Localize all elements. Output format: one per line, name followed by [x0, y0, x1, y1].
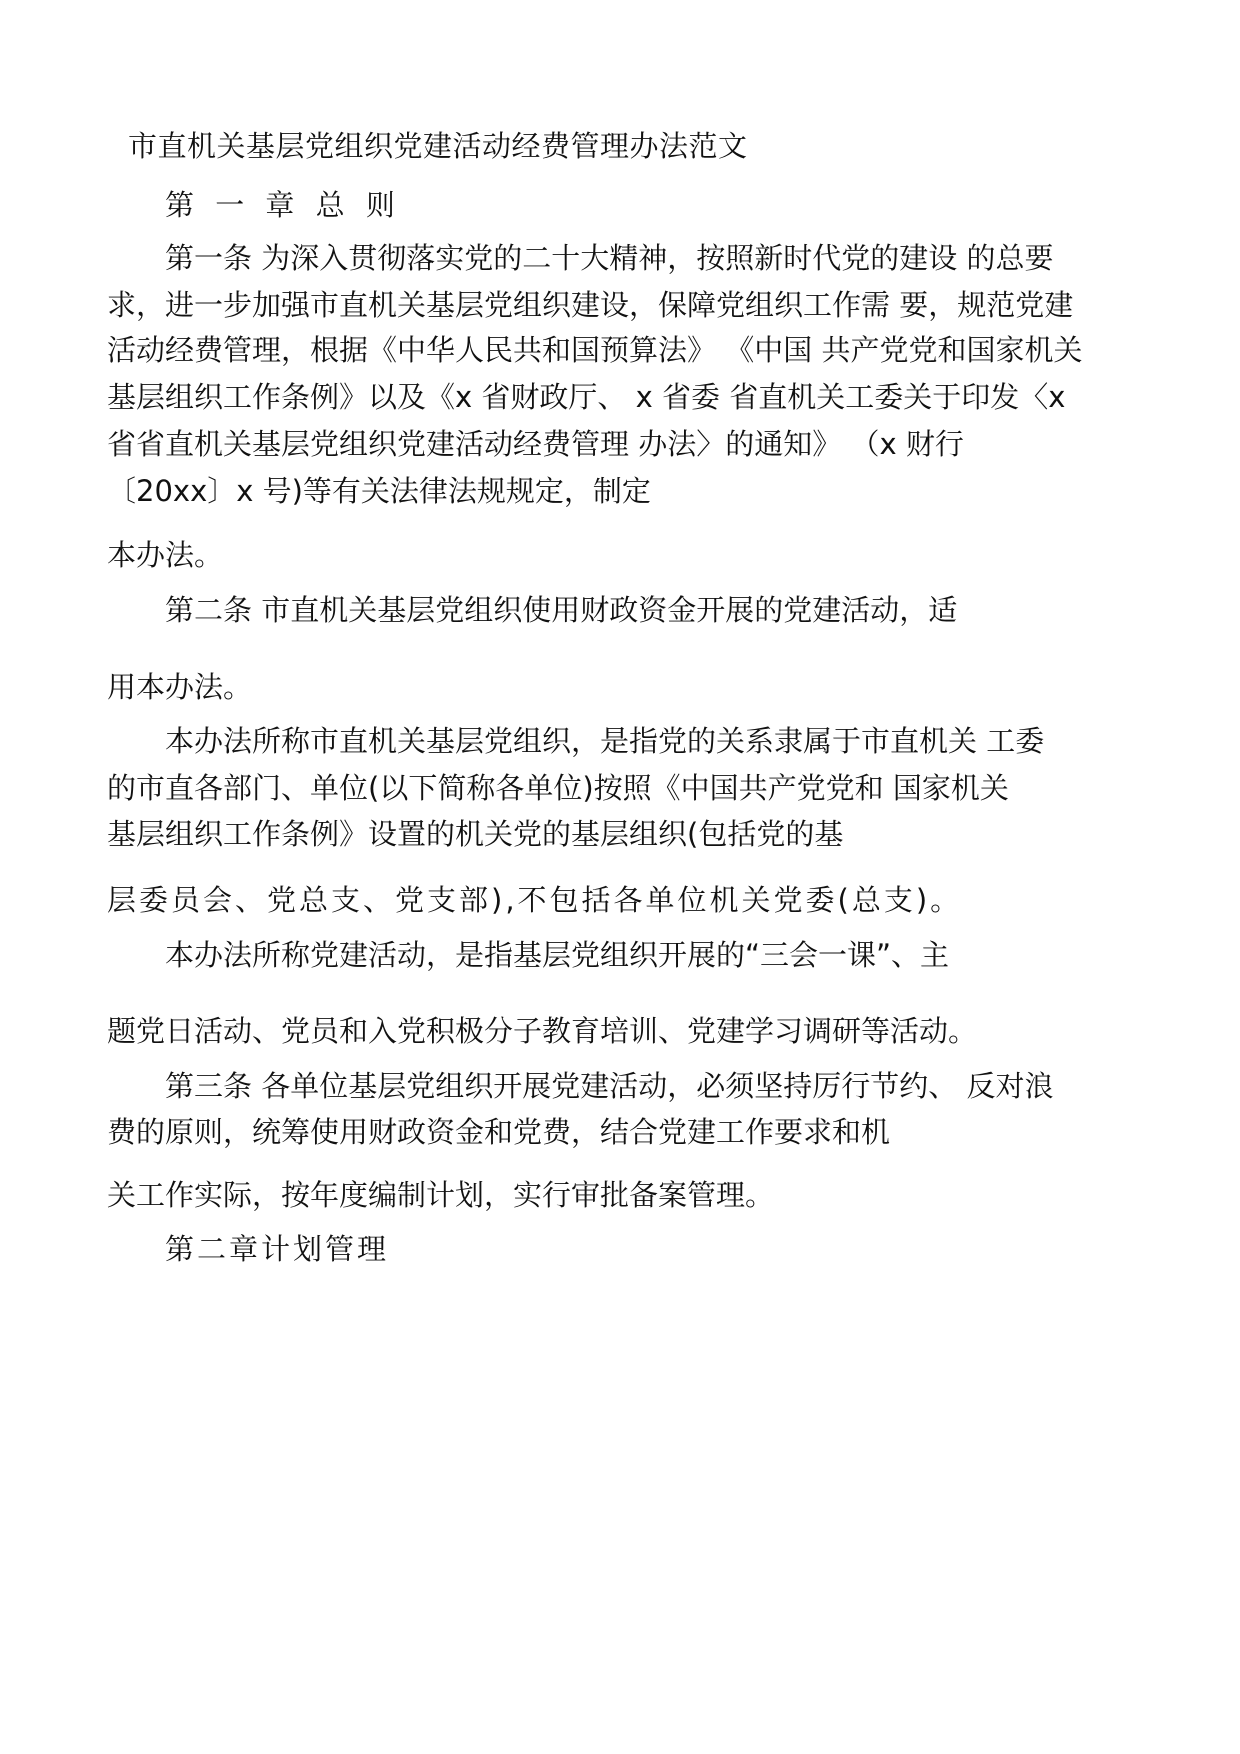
article-2-line-2: 用本办法。 — [107, 670, 253, 704]
article-1-line-7: 本办法。 — [107, 538, 224, 572]
article-1-line-6: 〔20xx〕x 号)等有关法律法规规定，制定 — [107, 474, 651, 508]
article-1-line-3: 活动经费管理，根据《中华人民共和国预算法》 《中国 共产党党和国家机关 — [107, 333, 1083, 367]
article-3-line-1: 第三条 各单位基层党组织开展党建活动，必须坚持厉行节约、 反对浪 — [165, 1069, 1054, 1103]
activity-definition-line-1: 本办法所称党建活动，是指基层党组织开展的“三会一课”、主 — [165, 938, 950, 972]
org-definition-line-1: 本办法所称市直机关基层党组织，是指党的关系隶属于市直机关 工委 — [165, 724, 1045, 758]
article-1-line-2: 求，进一步加强市直机关基层党组织建设，保障党组织工作需 要，规范党建 — [107, 288, 1074, 322]
article-2-line-1: 第二条 市直机关基层党组织使用财政资金开展的党建活动，适 — [165, 593, 958, 627]
org-definition-line-3: 基层组织工作条例》设置的机关党的基层组织(包括党的基 — [107, 817, 844, 851]
org-definition-line-4: 层委员会、党总支、党支部),不包括各单位机关党委(总支)。 — [107, 883, 963, 917]
activity-definition-line-2: 题党日活动、党员和入党积极分子教育培训、党建学习调研等活动。 — [107, 1014, 978, 1048]
article-3-line-3: 关工作实际，按年度编制计划，实行审批备案管理。 — [107, 1178, 775, 1212]
chapter-2-heading: 第二章计划管理 — [165, 1232, 390, 1266]
article-3-line-2: 费的原则，统筹使用财政资金和党费，结合党建工作要求和机 — [107, 1115, 891, 1149]
article-1-line-5: 省省直机关基层党组织党建活动经费管理 办法〉的通知》 （x 财行 — [107, 427, 964, 461]
org-definition-line-2: 的市直各部门、单位(以下简称各单位)按照《中国共产党党和 国家机关 — [107, 771, 1009, 805]
article-1-line-4: 基层组织工作条例》以及《x 省财政厅、 x 省委 省直机关工委关于印发〈x — [107, 380, 1066, 414]
article-1-line-1: 第一条 为深入贯彻落实党的二十大精神，按照新时代党的建设 的总要 — [165, 241, 1054, 275]
document-title: 市直机关基层党组织党建活动经费管理办法范文 — [128, 129, 748, 163]
chapter-1-heading: 第 一 章 总 则 — [165, 188, 401, 222]
